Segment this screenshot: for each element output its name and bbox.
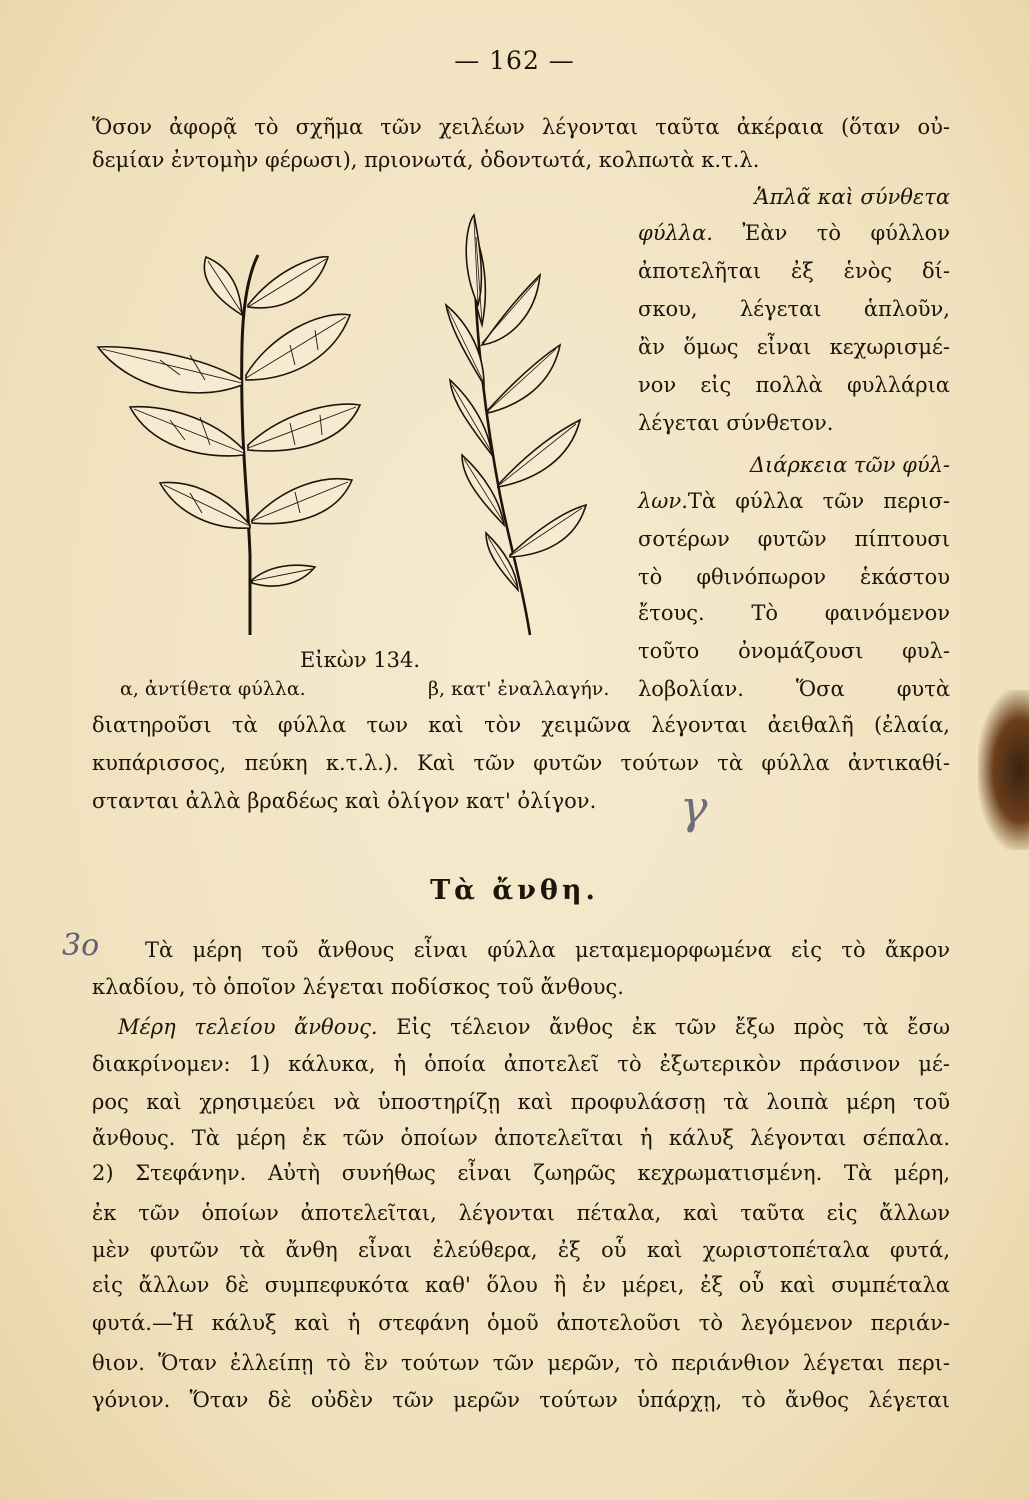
figure-caption-a: α, ἀντίθετα φύλλα. xyxy=(120,678,306,700)
flowers-line-3 xyxy=(118,1012,950,1042)
simple-line-5: νον εἰς πολλὰ φυλλάρια xyxy=(638,373,950,397)
flowers-line-2: κλαδίου, τὸ ὁποῖον λέγεται ποδίσκος τοῦ ἄνθους. xyxy=(92,975,624,999)
figure-label: Εἰκὼν 134. xyxy=(300,648,421,672)
figure-caption-b: β, κατ' ἐναλλαγήν. xyxy=(428,678,610,700)
leaf-alpha-6 xyxy=(248,404,360,451)
duration-title-1: Διάρκεια τῶν φύλ- xyxy=(749,453,950,477)
flowers-line-1: Τὰ μέρη τοῦ ἄνθους εἶναι φύλλα μεταμεμορφωμένα εἰς τὸ ἄκρον xyxy=(145,938,950,962)
leaf-illustration xyxy=(90,195,610,655)
simple-line-4: ἂν ὅμως εἶναι κεχωρισμέ- xyxy=(638,335,950,359)
duration-line-2: σοτέρων φυτῶν πίπτουσι xyxy=(638,527,950,551)
simple-title-2: φύλλα. xyxy=(638,221,713,245)
pencil-annotation-gamma: γ xyxy=(680,780,708,834)
flowers-line-5: ρος καὶ χρησιμεύει νὰ ὑποστηρίζῃ καὶ προφυλάσσῃ τὰ λοιπὰ μέρη τοῦ xyxy=(92,1090,950,1114)
flowers-line-12: θιον. Ὅταν ἐλλείπῃ τὸ ἓν τούτων τῶν μερῶν, τὸ περιάνθιον λέγεται περι- xyxy=(92,1351,950,1375)
flowers-line-6: ἄνθους. Τὰ μέρη ἐκ τῶν ὁποίων ἀποτελεῖται ἡ κάλυξ λέγονται σέπαλα. xyxy=(92,1126,950,1150)
leaf-alpha-8 xyxy=(252,479,352,524)
simple-title-1: Ἁπλᾶ καὶ σύνθετα xyxy=(754,185,950,209)
flowers-line-8: ἐκ τῶν ὁποίων ἀποτελεῖται, λέγονται πέταλα, καὶ ταῦτα εἰς ἄλλων xyxy=(92,1201,950,1225)
duration-line-6: λοβολίαν. Ὅσα φυτὰ xyxy=(638,677,950,701)
flowers-line-9: μὲν φυτῶν τὰ ἄνθη εἶναι ἐλεύθερα, ἐξ οὗ καὶ χωριστοπέταλα φυτά, xyxy=(92,1238,950,1262)
simple-line-1 xyxy=(638,218,950,248)
flowers-line-13: γόνιον. Ὅταν δὲ οὐδὲν τῶν μερῶν τούτων ὑπάρχῃ, τὸ ἄνθος λέγεται xyxy=(92,1388,950,1412)
pencil-annotation-margin: 3ο xyxy=(62,928,100,963)
after-figure-line-1: διατηροῦσι τὰ φύλλα των καὶ τὸν χειμῶνα λέγονται ἀειθαλῆ (ἐλαία, xyxy=(92,713,950,737)
leaf-beta-2 xyxy=(466,215,481,305)
duration-line-1 xyxy=(638,486,950,516)
duration-line-3: τὸ φθινόπωρον ἑκάστου xyxy=(638,565,950,589)
leaf-alpha-2 xyxy=(204,257,242,315)
duration-title-2: λων. xyxy=(638,489,688,513)
flowers-text-3: Εἰς τέλειον ἄνθος ἐκ τῶν ἔξω πρὸς τὰ ἔσω xyxy=(377,1015,950,1039)
perfect-flower-title: Μέρη τελείου ἄνθους. xyxy=(118,1015,378,1039)
duration-line-4: ἔτους. Τὸ φαινόμενον xyxy=(638,601,950,625)
simple-line-6: λέγεται σύνθετον. xyxy=(638,411,834,435)
duration-line-5: τοῦτο ὀνομάζουσι φυλ- xyxy=(638,639,950,663)
page-number: — 162 — xyxy=(454,46,575,75)
leaf-alpha-9 xyxy=(252,565,315,586)
simple-line-3: σκου, λέγεται ἁπλοῦν, xyxy=(638,297,950,321)
simple-line-2: ἀποτελῆται ἐξ ἑνὸς δί- xyxy=(638,259,950,283)
intro-line-1: Ὅσον ἀφορᾷ τὸ σχῆμα τῶν χειλέων λέγονται ταῦτα ἀκέραια (ὅταν οὐ- xyxy=(92,115,950,139)
simple-text-1: Ἐὰν τὸ φύλλον xyxy=(742,221,950,245)
after-figure-line-3: στανται ἀλλὰ βραδέως καὶ ὀλίγον κατ' ὀλίγον. xyxy=(92,789,597,813)
intro-line-2: δεμίαν ἐντομὴν φέρωσι), πριονωτά, ὀδοντωτά, κολπωτὰ κ.τ.λ. xyxy=(92,148,760,172)
section-title: Τὰ ἄνθη. xyxy=(430,875,599,906)
flowers-line-7: 2) Στεφάνην. Αὐτὴ συνήθως εἶναι ζωηρῶς κεχρωματισμένη. Τὰ μέρη, xyxy=(92,1161,950,1185)
flowers-line-11: φυτά.—Ἡ κάλυξ καὶ ἡ στεφάνη ὁμοῦ ἀποτελοῦσι τὸ λεγόμενον περιάν- xyxy=(92,1311,950,1335)
page-damage-stain xyxy=(978,690,1029,850)
flowers-line-10: εἰς ἄλλων δὲ συμπεφυκότα καθ' ὅλου ἢ ἐν μέρει, ἐξ οὗ καὶ συμπέταλα xyxy=(92,1273,950,1297)
after-figure-line-2: κυπάρισσος, πεύκη κ.τ.λ.). Καὶ τῶν φυτῶν τούτων τὰ φύλλα ἀντικαθί- xyxy=(92,751,950,775)
duration-text-1: Τὰ φύλλα τῶν περισ- xyxy=(687,489,950,513)
flowers-line-4: διακρίνομεν: 1) κάλυκα, ἡ ὁποία ἀποτελεῖ τὸ ἐξωτερικὸν πράσινον μέ- xyxy=(92,1052,950,1076)
